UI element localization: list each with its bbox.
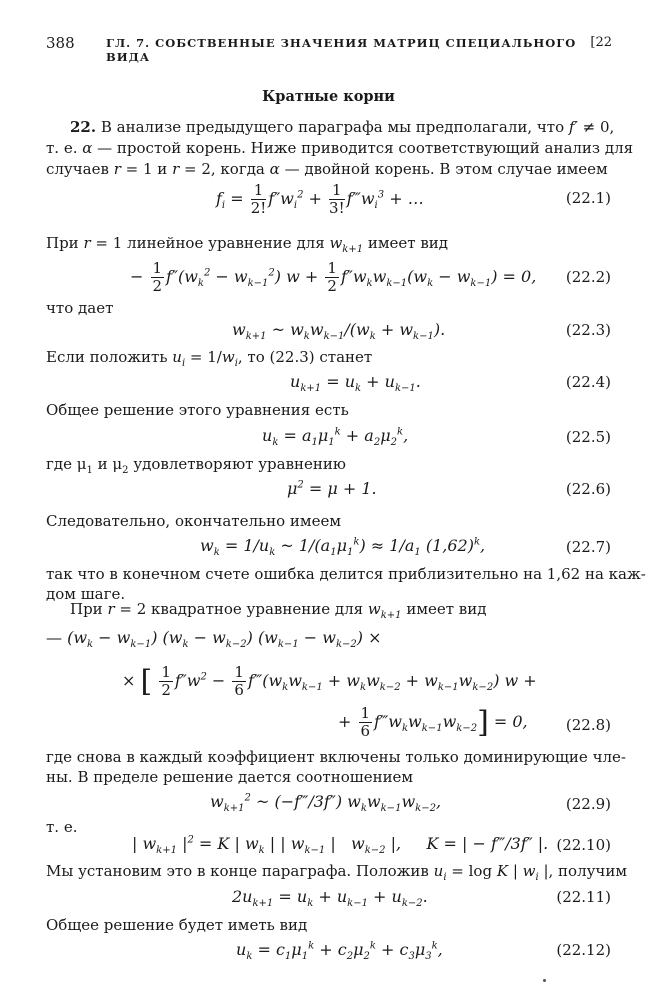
paragraph-line: случаев r = 1 и r = 2, когда α — двойной корень. В этом случае имеем [46,160,608,178]
equation-label: (22.7) [565,538,611,556]
paragraph-line: При r = 2 квадратное уравнение для $w_{k+1}$ имеет вид [70,600,487,621]
print-speck [543,979,546,982]
equation-22-10: | $w_{k+1}$ $|^2 = K$ | $w_k$ | | $w_{k-1}$ | $w_{k-2}$ |, K = | − f‴/3f″ |. [132,834,549,857]
equation-22-7: $w_k = 1/u_k$ ~ $1/(a_1\mu_1^k) \approx 1/a_1$ $(1,62)^k$, [200,536,486,559]
equation-22-8-line-3: + $\frac{1}{6}$ $f‴w_kw_{k-1}w_{k-2}] = 0$, [338,704,528,740]
equation-label: (22.12) [556,941,611,959]
paragraph-line: что дает [46,299,114,317]
equation-22-6: $\mu^2 = \mu + 1$. [287,479,377,498]
paragraph-line: Если положить $u_i = 1/w_i$, то (22.3) станет [46,348,373,369]
paragraph-line: Следовательно, окончательно имеем [46,512,342,530]
equation-label: (22.8) [565,716,611,734]
paragraph-line: т. е. [46,818,78,836]
equation-label: (22.6) [565,480,611,498]
page-number: 388 [46,34,75,52]
paragraph-line: 22. В анализе предыдущего параграфа мы предполагали, что f′ ≠ 0, [70,118,615,136]
section-marker: [22 [590,35,612,50]
paragraph-line: При r = 1 линейное уравнение для $w_{k+1}$ имеет вид [46,234,449,255]
paragraph-line: дом шаге. [46,585,126,603]
equation-label: (22.3) [565,321,611,339]
paragraph-line: ны. В пределе решение дается соотношением [46,768,414,786]
equation-22-8-line-1: — $(w_k - w_{k-1}) (w_k - w_{k-2}) (w_{k-1} - w_{k-2})$ × [46,628,382,651]
paragraph-line: Общее решение этого уравнения есть [46,401,349,419]
equation-22-5: $u_k = a_1\mu_1^k + a_2\mu_2^k$, [262,426,409,449]
running-title: ГЛ. 7. СОБСТВЕННЫЕ ЗНАЧЕНИЯ МАТРИЦ СПЕЦИАЛЬНОГО ВИДА [106,36,577,64]
equation-22-3: $w_{k+1}$ ~ $w_kw_{k-1}/(w_k + w_{k-1})$. [232,320,446,343]
equation-22-12: $u_k = c_1\mu_1^k + c_2\mu_2^k + c_3\mu_3^k$, [236,940,443,963]
equation-label: (22.5) [565,428,611,446]
paragraph-line: Общее решение будет иметь вид [46,916,308,934]
paragraph-line: так что в конечном счете ошибка делится приблизительно на 1,62 на каж- [46,565,646,583]
equation-label: (22.10) [556,836,611,854]
section-title: Кратные корни [262,88,395,105]
equation-label: (22.11) [556,888,611,906]
equation-22-11: $2u_{k+1} = u_k + u_{k-1} + u_{k-2}$. [232,887,428,910]
equation-label: (22.1) [565,189,611,207]
paragraph-line: где снова в каждый коэффициент включены только доминирующие чле- [46,748,626,766]
paragraph-line: где $\mu_1$ и $\mu_2$ удовлетворяют уравнению [46,455,346,476]
equation-22-2: − $\frac{1}{2}$ $f''(w_k^2 - w_{k-1}^2) w$ + $\frac{1}{2}$ $f''w_kw_{k-1}(w_k - w_{k-1}) = 0$, [130,259,537,295]
paragraph-line: т. е. α — простой корень. Ниже приводится соответствующий анализ для [46,139,634,157]
equation-22-9: $w_{k+1}^2$ ~ (−f‴/3f″) $w_kw_{k-1}w_{k-2}$, [210,792,442,815]
equation-label: (22.4) [565,373,611,391]
equation-22-4: $u_{k+1} = u_k + u_{k-1}$. [290,372,421,395]
equation-22-8-line-2: × [ $\frac{1}{2}$ $f''w^2$ − $\frac{1}{6}$ $f‴(w_kw_{k-1} + w_kw_{k-2} + w_{k-1}w_{k-2}) w$ + [122,663,537,699]
equation-label: (22.9) [565,795,611,813]
paragraph-line: Мы установим это в конце параграфа. Положив $u_i = \log K$ | $w_i$ |, получим [46,862,628,883]
running-header [46,34,612,64]
equation-label: (22.2) [565,268,611,286]
equation-22-1: $f_i$ = $\frac{1}{2!}$ $f''w_i^2$ + $\frac{1}{3!}$ $f‴w_i^3$ + … [216,181,424,217]
